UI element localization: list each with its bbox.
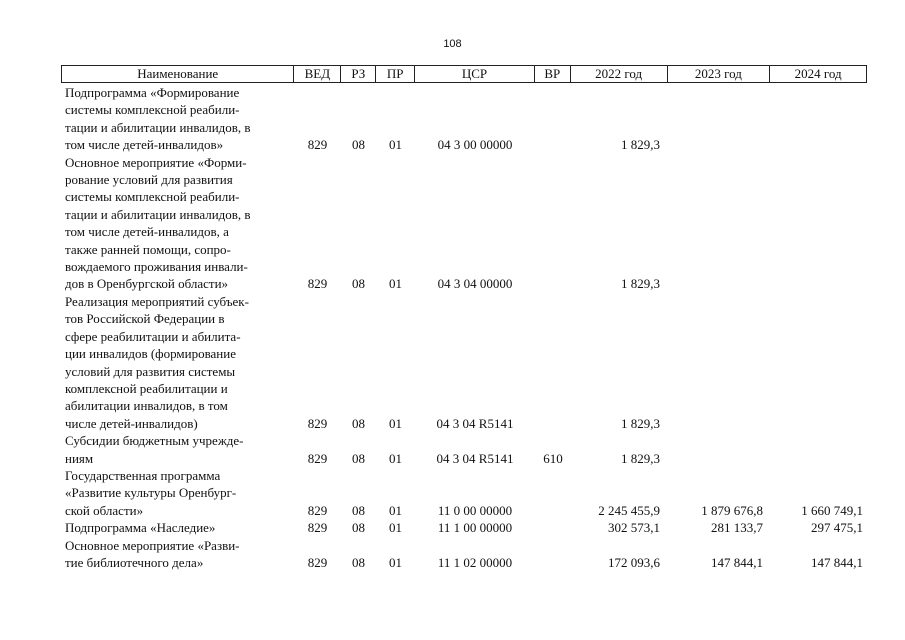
row-name: Реализация мероприятий субъек- тов Российской Федерации в сфере реабилитации и абилита- ции инвалидов (формирование условий для развития системы комплексной реабилитации и абилитации инвалидов, в том числе детей-инвалидов) xyxy=(65,293,249,431)
page-number: 108 xyxy=(443,38,462,50)
row-2022: 172 093,6 xyxy=(608,554,660,570)
table-row xyxy=(65,467,865,519)
table-row xyxy=(65,154,865,293)
header-pr: ПР xyxy=(376,66,415,82)
row-pr: 01 xyxy=(389,415,402,431)
row-2022: 1 829,3 xyxy=(621,276,660,292)
row-2022: 302 573,1 xyxy=(608,520,660,536)
row-name: Подпрограмма «Наследие» xyxy=(65,520,216,536)
header-csr: ЦСР xyxy=(415,66,535,82)
row-2023: 281 133,7 xyxy=(711,520,763,536)
row-ved: 829 xyxy=(307,137,328,153)
row-pr: 01 xyxy=(389,137,402,153)
row-csr: 11 0 00 00000 xyxy=(437,502,513,518)
row-2024: 1 660 749,1 xyxy=(801,502,863,518)
row-2024: 297 475,1 xyxy=(811,520,863,536)
row-pr: 01 xyxy=(389,502,402,518)
table-row xyxy=(65,537,865,572)
row-rz: 08 xyxy=(352,450,365,466)
header-2022: 2022 год xyxy=(571,66,668,82)
row-csr: 04 3 04 R5141 xyxy=(436,415,514,431)
row-csr: 04 3 00 00000 xyxy=(437,137,513,153)
row-vr: 610 xyxy=(543,450,563,466)
row-name: Подпрограмма «Формирование системы комплексной реабили- тации и абилитации инвалидов, в том числе детей-инвалидов» xyxy=(65,85,251,153)
header-ved: ВЕД xyxy=(294,66,341,82)
table-row xyxy=(65,84,865,154)
row-name: Основное мероприятие «Разви- тие библиотечного дела» xyxy=(65,537,240,570)
row-2023: 1 879 676,8 xyxy=(701,502,763,518)
row-2023: 147 844,1 xyxy=(711,554,763,570)
header-2024: 2024 год xyxy=(794,66,842,81)
row-csr: 04 3 04 R5141 xyxy=(436,450,514,466)
row-pr: 01 xyxy=(389,276,402,292)
row-pr: 01 xyxy=(389,450,402,466)
row-2022: 2 245 455,9 xyxy=(598,502,660,518)
header-rz: РЗ xyxy=(341,66,376,82)
header-vr: ВР xyxy=(535,66,571,82)
row-csr: 04 3 04 00000 xyxy=(437,276,513,292)
row-2022: 1 829,3 xyxy=(621,415,660,431)
row-ved: 829 xyxy=(307,276,328,292)
row-ved: 829 xyxy=(307,450,328,466)
row-ved: 829 xyxy=(307,520,328,536)
row-csr: 11 1 02 00000 xyxy=(437,554,513,570)
table-header xyxy=(61,65,867,83)
row-rz: 08 xyxy=(352,137,365,153)
row-2022: 1 829,3 xyxy=(621,137,660,153)
header-name: Наименование xyxy=(62,66,294,82)
row-ved: 829 xyxy=(307,415,328,431)
row-rz: 08 xyxy=(352,520,365,536)
table-row xyxy=(65,519,865,536)
table-row xyxy=(65,432,865,467)
row-pr: 01 xyxy=(389,554,402,570)
table-body xyxy=(65,84,865,571)
row-name: Основное мероприятие «Форми- рование условий для развития системы комплексной реабили- тации и абилитации инвалидов, в том числе детей-инвалидов, а также ранней помощи, сопро- вождаемого проживания инвали- дов в Оренбургской области» xyxy=(65,154,251,292)
row-rz: 08 xyxy=(352,554,365,570)
row-name: Государственная программа «Развитие культуры Оренбург- ской области» xyxy=(65,467,237,518)
table-row xyxy=(65,293,865,432)
row-ved: 829 xyxy=(307,502,328,518)
row-rz: 08 xyxy=(352,415,365,431)
row-2022: 1 829,3 xyxy=(621,450,660,466)
header-2023: 2023 год xyxy=(668,66,771,82)
row-name: Субсидии бюджетным учрежде- ниям xyxy=(65,433,244,466)
row-csr: 11 1 00 00000 xyxy=(437,520,513,536)
row-rz: 08 xyxy=(352,502,365,518)
row-ved: 829 xyxy=(307,554,328,570)
row-2024: 147 844,1 xyxy=(811,554,863,570)
row-pr: 01 xyxy=(389,520,402,536)
row-rz: 08 xyxy=(352,276,365,292)
